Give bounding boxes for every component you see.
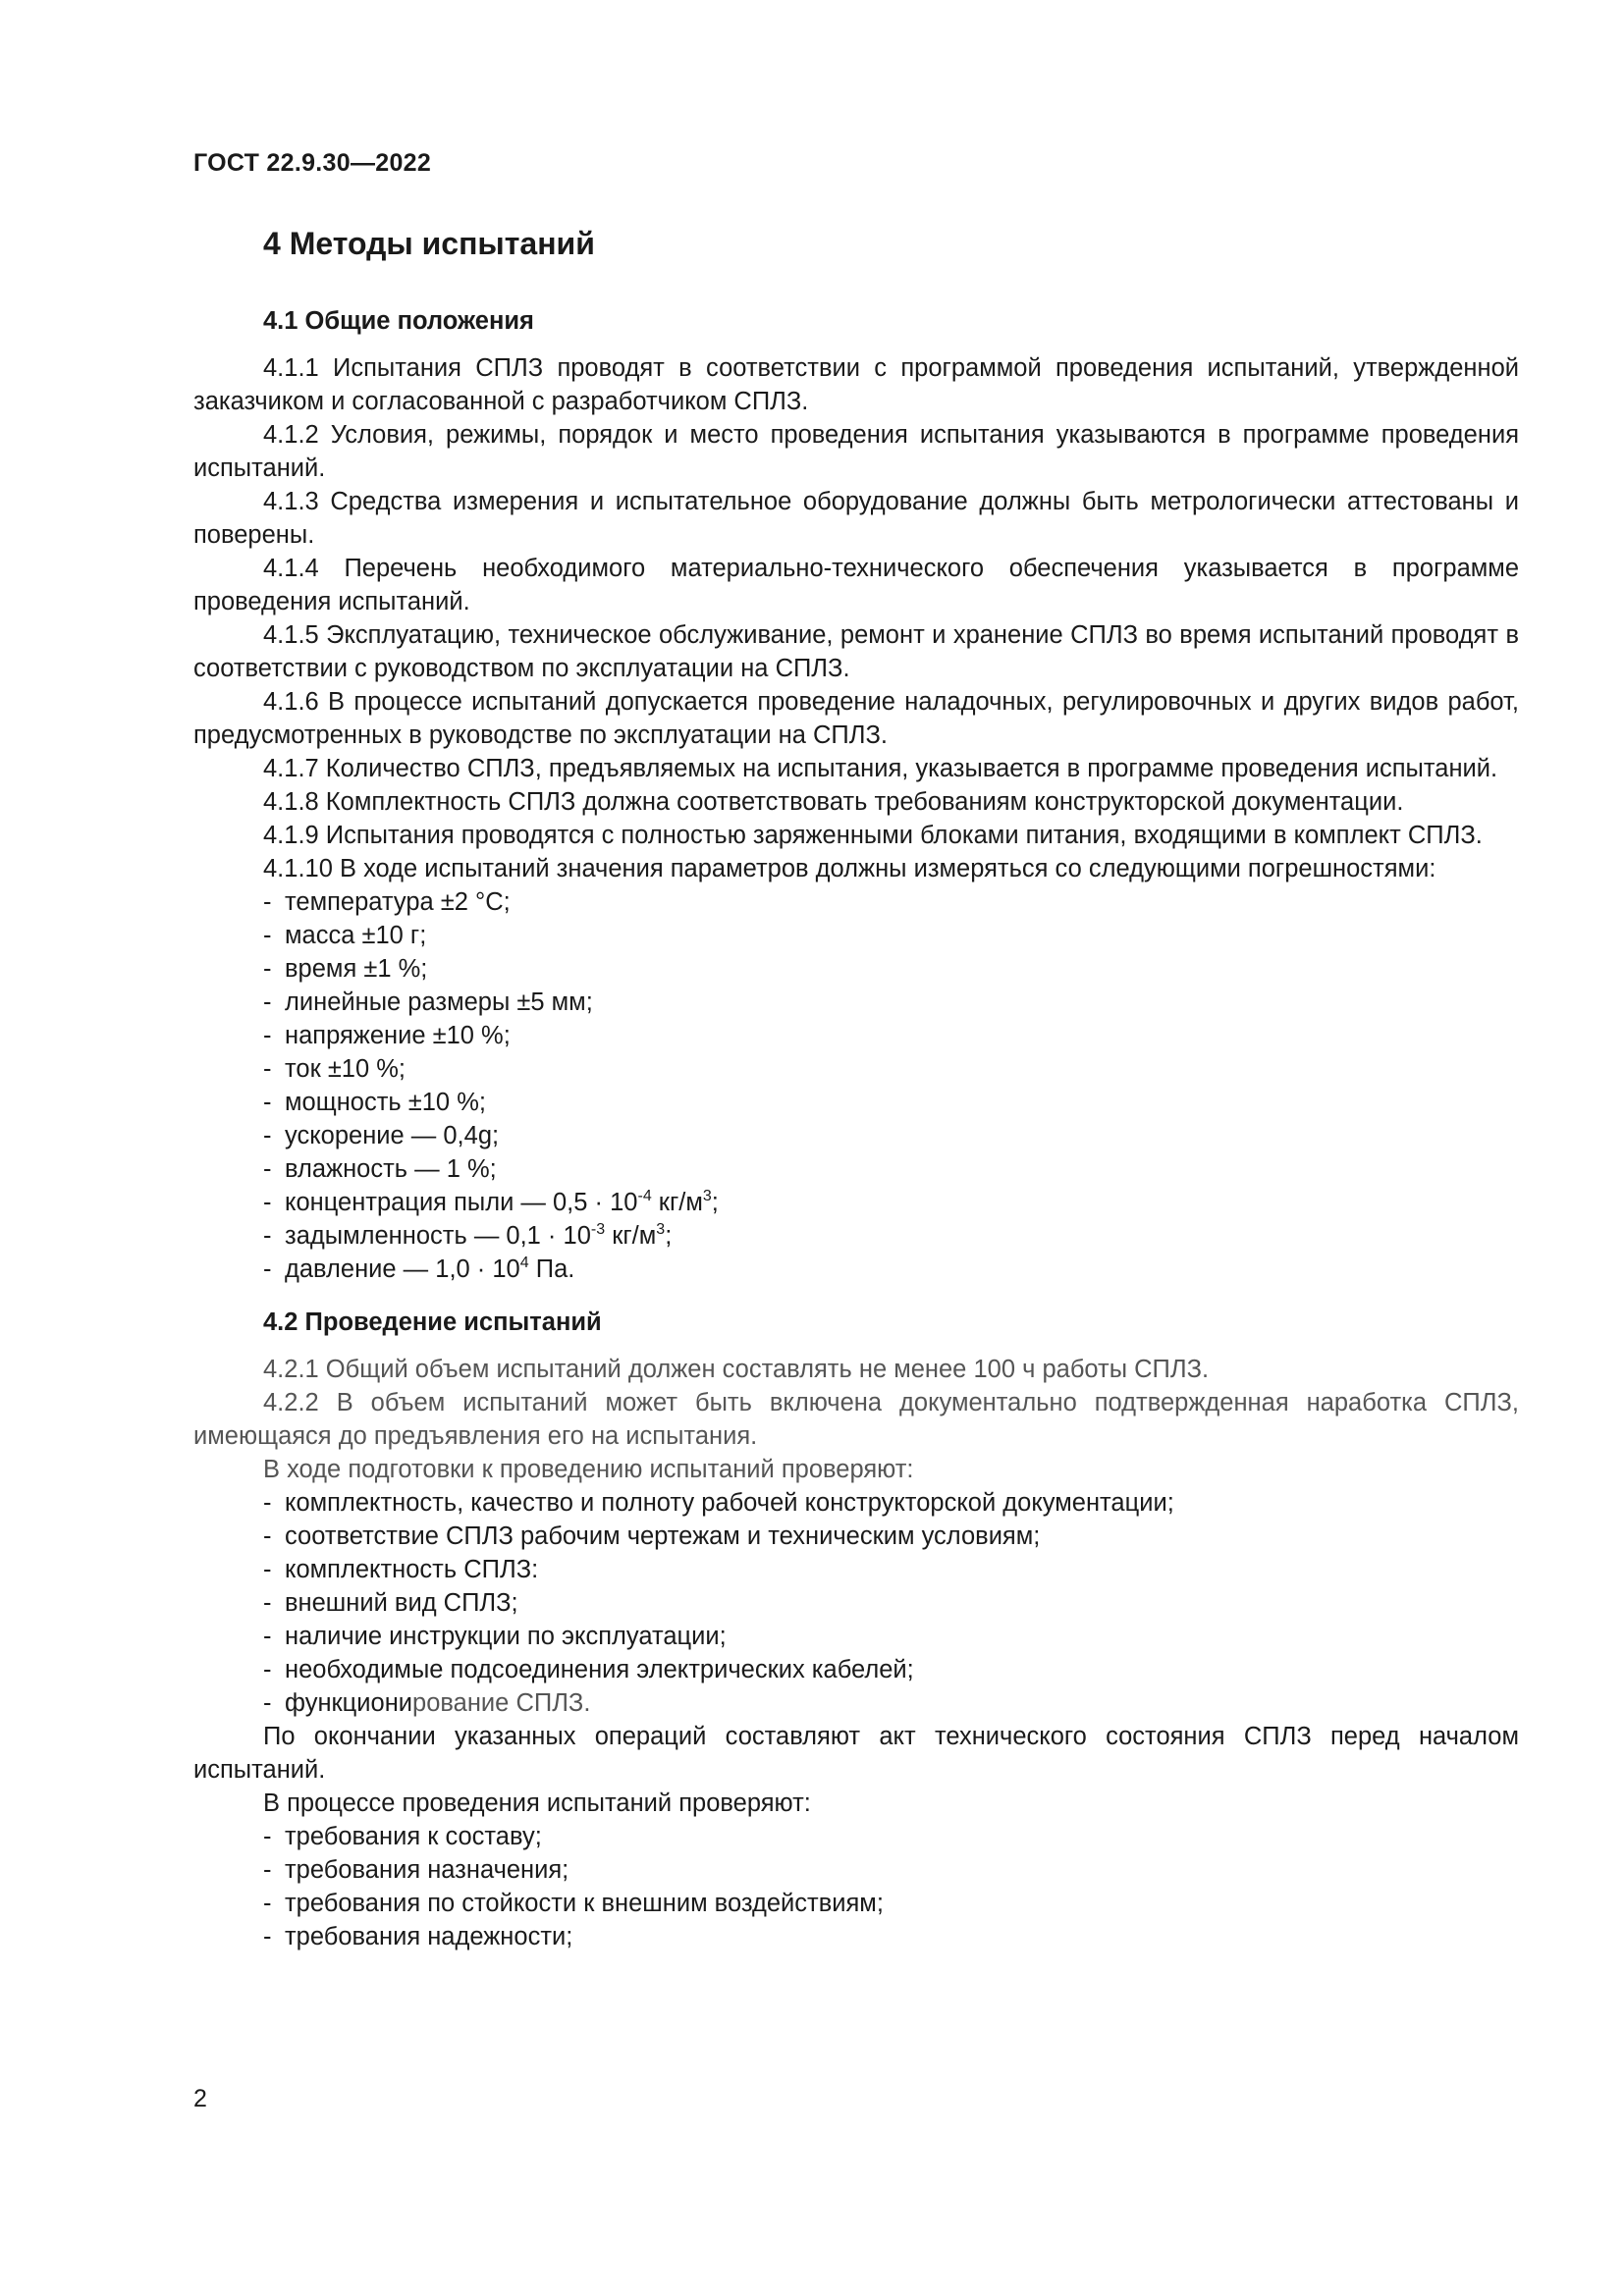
section-title: 4 Методы испытаний xyxy=(263,226,595,261)
list-item: - требования по стойкости к внешним воздействиям; xyxy=(263,1890,884,1917)
list-item-pressure: - давление — $1,0 \cdot 10^4$ Па. xyxy=(263,1255,575,1283)
list-item: - требования назначения; xyxy=(263,1856,569,1884)
paragraph-prep-intro: В ходе подготовки к проведению испытаний проверяют: xyxy=(263,1456,914,1483)
list-item: - ток ±10 %; xyxy=(263,1055,406,1083)
paragraph-4-1-9: 4.1.9 Испытания проводятся с полностью заряженными блоками питания, входящими в комплект СПЛЗ. xyxy=(263,822,1483,849)
document-id-header: ГОСТ 22.9.30—2022 xyxy=(193,149,432,177)
list-item: - наличие инструкции по эксплуатации; xyxy=(263,1623,727,1650)
list-item: - температура ±2 °С; xyxy=(263,888,511,916)
paragraph-proc-intro: В процессе проведения испытаний проверяют: xyxy=(263,1789,811,1817)
paragraph-4-2-2: 4.2.2 В объем испытаний может быть включена документально подтвержденная наработка СПЛЗ, имеющаяся до предъявления его на испытания. xyxy=(193,1389,1519,1450)
page-number: 2 xyxy=(193,2085,207,2112)
list-item: - внешний вид СПЛЗ; xyxy=(263,1589,518,1617)
paragraph-act: По окончании указанных операций составляют акт технического состояния СПЛЗ перед началом испытаний. xyxy=(193,1723,1519,1784)
list-item: - комплектность, качество и полноту рабочей конструкторской документации; xyxy=(263,1489,1174,1517)
list-item: - масса ±10 г; xyxy=(263,922,427,949)
paragraph-4-1-8: 4.1.8 Комплектность СПЛЗ должна соответствовать требованиям конструкторской документации. xyxy=(263,788,1404,816)
subsection-title-4-2: 4.2 Проведение испытаний xyxy=(263,1308,602,1336)
paragraph-4-2-1: 4.2.1 Общий объем испытаний должен составлять не менее 100 ч работы СПЛЗ. xyxy=(263,1356,1210,1383)
list-item: - требования надежности; xyxy=(263,1923,573,1950)
list-item: - комплектность СПЛЗ: xyxy=(263,1556,539,1583)
paragraph-4-1-2: 4.1.2 Условия, режимы, порядок и место проведения испытания указываются в программе проведения испытаний. xyxy=(193,421,1519,482)
paragraph-4-1-4: 4.1.4 Перечень необходимого материально-технического обеспечения указывается в программе проведения испытаний. xyxy=(193,555,1519,615)
list-item: - требования к составу; xyxy=(263,1823,542,1850)
paragraph-4-1-10: 4.1.10 В ходе испытаний значения параметров должны измеряться со следующими погрешностями: xyxy=(263,855,1436,882)
list-item-smoke: - задымленность — $0,1 \cdot 10^{-3}$ $кг/м^3$; xyxy=(263,1221,673,1250)
list-item: - влажность — 1 %; xyxy=(263,1155,497,1183)
paragraph-4-1-1: 4.1.1 Испытания СПЛЗ проводят в соответствии с программой проведения испытаний, утвержденной заказчиком и согласованной с разработчиком СПЛЗ. xyxy=(193,354,1519,415)
list-item: - напряжение ±10 %; xyxy=(263,1022,511,1049)
list-item: - время ±1 %; xyxy=(263,955,428,983)
paragraph-4-1-6: 4.1.6 В процессе испытаний допускается проведение наладочных, регулировочных и других видов работ, предусмотренных в руководстве по эксплуатации на СПЛЗ. xyxy=(193,688,1519,749)
document-body xyxy=(193,304,1519,1953)
list-item: - линейные размеры ±5 мм; xyxy=(263,988,593,1016)
tolerance-list xyxy=(193,885,1519,1286)
list-item-dust: - концентрация пыли — $0,5 \cdot 10^{-4}$ $кг/м^3$; xyxy=(263,1188,719,1216)
list-item: - ускорение — 0,4g; xyxy=(263,1122,500,1149)
list-item: - необходимые подсоединения электрических кабелей; xyxy=(263,1656,914,1683)
subsection-title-4-1: 4.1 Общие положения xyxy=(263,307,534,335)
list-item: - мощность ±10 %; xyxy=(263,1089,486,1116)
list-item: - соответствие СПЛЗ рабочим чертежам и техническим условиям; xyxy=(263,1522,1041,1550)
preparation-checklist xyxy=(193,1486,1519,1720)
paragraph-4-1-5: 4.1.5 Эксплуатацию, техническое обслуживание, ремонт и хранение СПЛЗ во время испытаний проводят в соответствии с руководством по эксплуатации на СПЛЗ. xyxy=(193,621,1519,682)
paragraph-4-1-7: 4.1.7 Количество СПЛЗ, предъявляемых на испытания, указывается в программе проведения испытаний. xyxy=(263,755,1498,782)
list-item: - функционирование СПЛЗ. xyxy=(263,1689,591,1717)
procedure-checklist xyxy=(193,1820,1519,1953)
paragraph-4-1-3: 4.1.3 Средства измерения и испытательное оборудование должны быть метрологически аттестованы и поверены. xyxy=(193,488,1519,549)
